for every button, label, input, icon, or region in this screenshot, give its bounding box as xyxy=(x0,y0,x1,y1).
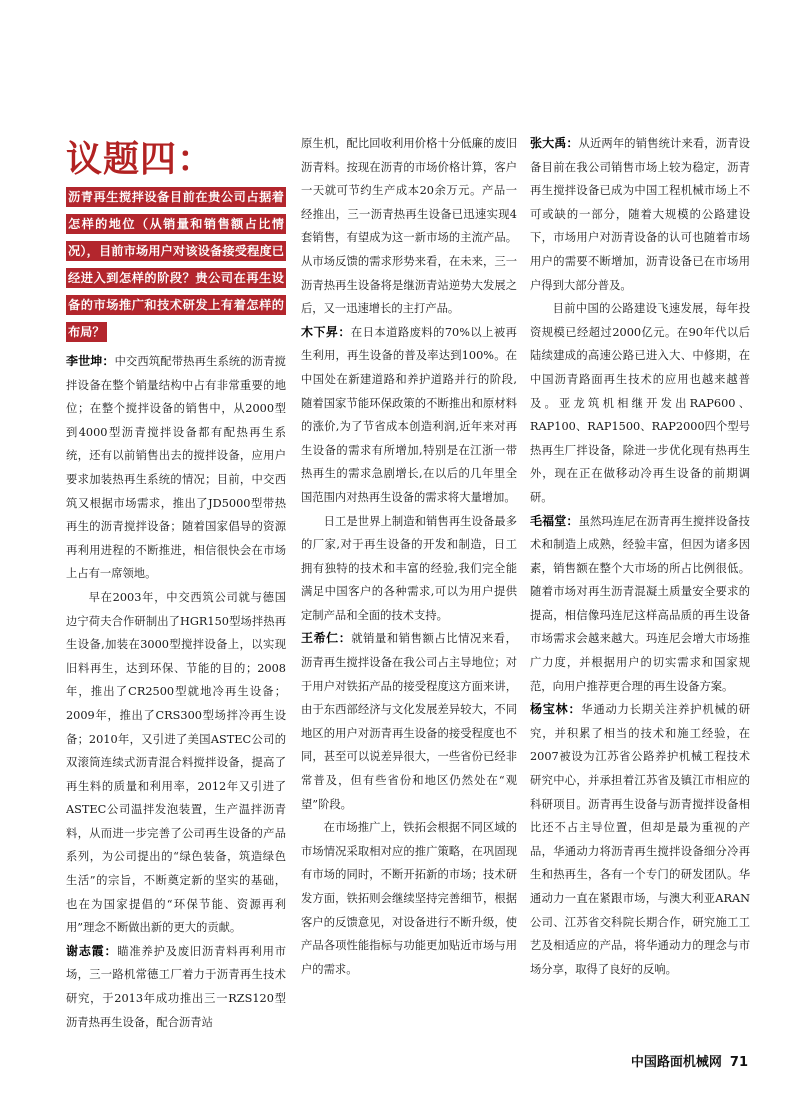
paragraph-text: 华通动力长期关注养护机械的研究，并积累了相当的技术和施工经验，在2007被设为江苏省公路养护机械工程技术研究中心，并承担着江苏省及镇江市相应的科研项目。沥青再生设备与沥青搅拌设备相比还不占主导位置，但却是最为重视的产品，华通动力将沥青再生搅拌设备细分冷再生和热再生，各有一个专门的研发团队。华通动力一直在紧跟市场，与澳大利亚ARAN公司、江苏省交科院长期合作，研究施工工艺及相适应的产品，将华通动力的理念与市场分享，取得了良好的反响。 xyxy=(530,703,750,976)
paragraph xyxy=(301,510,517,628)
paragraph xyxy=(530,132,750,297)
page-number: 71 xyxy=(729,1055,748,1070)
column-1 xyxy=(66,140,286,1032)
paragraph xyxy=(301,627,517,816)
column-2 xyxy=(301,132,517,1032)
speaker-name: 谢志霞： xyxy=(66,943,118,958)
paragraph-text: 原生机，配比回收利用价格十分低廉的废旧沥青料。按现在沥青的市场价格计算，客户一天就可节约生产成本20余万元。产品一经推出，三一沥青热再生设备已迅速实现4套销售，有望成为这一新市场的主流产品。从市场反馈的需求形势来看，在未来，三一沥青热再生设备将是继沥青站逆势大发展之后，又一迅速增长的主打产品。 xyxy=(301,137,517,316)
paragraph-text: 就销量和销售额占比情况来看，沥青再生搅拌设备在我公司占主导地位；对于用户对铁拓产品的接受程度这方面来讲，由于东西部经济与文化发展差异较大，不同地区的用户对沥青再生设备的接受程度也不同，甚至可以说差异很大，一些省份已经非常普及，但有些省份和地区仍然处在“观望”阶段。 xyxy=(301,632,517,811)
paragraph xyxy=(301,321,517,510)
question-text: 沥青再生搅拌设备目前在贵公司占据着怎样的地位（从销量和销售额占比情况），目前市场用户对该设备接受程度已经进入到怎样的阶段？贵公司在再生设备的市场推广和技术研发上有着怎样的布局？ xyxy=(66,187,286,342)
topic-title: 议题四： xyxy=(66,140,215,180)
speaker-name: 张大禹： xyxy=(530,136,579,150)
speaker-name: 王希仁： xyxy=(301,631,352,646)
paragraph xyxy=(301,132,517,321)
column-1-body xyxy=(66,350,286,1032)
speaker-name: 杨宝林： xyxy=(530,702,582,717)
paragraph-text: 中交西筑配带热再生系统的沥青搅拌设备在整个销量结构中占有非常重要的地位；在整个搅拌设备的销售中，从2000型到4000型沥青搅拌设备都有配热再生系统，还有以前销售出去的搅拌设备，应用户要求加装热再生系统的情况；目前，中交西筑又根据市场需求，推出了JD5000型带热再生的沥青搅拌设备；随着国家倡导的资源再利用进程的不断推进，相信很快会在市场上占有一席领地。 xyxy=(66,355,286,581)
column-2-body xyxy=(301,132,517,981)
paragraph-text: 在日本道路废料的70%以上被再生利用，再生设备的普及率达到100%。在中国处在新建道路和养护道路并行的阶段,随着国家节能环保政策的不断推出和原材料的涨价,为了节省成本创造利润,近年来对再生设备的需求有所增加,特别是在江浙一带热再生的需求急剧增长,在以后的几年里全国范围内对热再生设备的需求将大量增加。 xyxy=(301,325,517,504)
speaker-name: 毛福堂： xyxy=(530,513,579,528)
paragraph xyxy=(66,940,286,1032)
column-3 xyxy=(530,132,750,1032)
column-3-body xyxy=(530,132,750,981)
page-footer xyxy=(631,1051,748,1070)
paragraph xyxy=(530,698,750,981)
paragraph-text: 在市场推广上，铁拓会根据不同区域的市场情况采取相对应的推广策略，在巩固现有市场的同时，不断开拓新的市场；技术研发方面，铁拓则会继续坚持完善细节，根据客户的反馈意见，对设备进行不断升级，使产品各项性能指标与功能更加贴近市场与用户的需求。 xyxy=(301,821,517,976)
paragraph xyxy=(530,510,750,699)
speaker-name: 李世坤： xyxy=(66,354,115,368)
paragraph-text: 目前中国的公路建设飞速发展，每年投资规模已经超过2000亿元。在90年代以后陆续建成的高速公路已进入大、中修期，在中国沥青路面再生技术的应用也越来越普及。亚龙筑机相继开发出RAP600、RAP100、RAP1500、RAP2000四个型号热再生厂拌设备，除进一步优化现有热再生外，现在正在做移动冷再生设备的前期调研。 xyxy=(530,302,750,504)
paragraph-text: 从近两年的销售统计来看，沥青设备目前在我公司销售市场上较为稳定，沥青再生搅拌设备已成为中国工程机械市场上不可或缺的一部分，随着大规模的公路建设下，市场用户对沥青设备的认可也随着市场用户的需要不断增加，沥青设备已在市场用户得到大部分普及。 xyxy=(530,137,750,292)
question-box xyxy=(66,184,286,346)
speaker-name: 木下昇： xyxy=(301,324,351,339)
paragraph-text: 日工是世界上制造和销售再生设备最多的厂家,对于再生设备的开发和制造，日工拥有独特的技术和丰富的经验,我们完全能满足中国客户的各种需求,可以为用户提供定制产品和全面的技术支持。 xyxy=(301,514,517,622)
paragraph xyxy=(66,586,286,940)
paragraph xyxy=(530,297,750,509)
footer-site-name: 中国路面机械网 xyxy=(630,1055,722,1070)
paragraph xyxy=(301,816,517,981)
paragraph-text: 瞄准养护及废旧沥青料再利用市场，三一路机常德工厂着力于沥青再生技术研究，于2013年成功推出三一RZS120型沥青热再生设备，配合沥青站 xyxy=(66,944,286,1029)
paragraph xyxy=(66,350,286,586)
paragraph-text: 早在2003年，中交西筑公司就与德国边宁荷夫合作研制出了HGR150型场拌热再生设备,加装在3000型搅拌设备上，以实现旧料再生，达到环保、节能的目的；2008年，推出了CR2500型就地冷再生设备；2009年，推出了CRS300型场拌冷再生设备；2010年，又引进了美国ASTEC公司的双滚筒连续式沥青混合料搅拌设备，提高了再生料的质量和利用率，2012年又引进了ASTEC公司温拌发泡装置，生产温拌沥青料，从而进一步完善了公司再生设备的产品系列，为公司提出的“绿色装备，筑造绿色生活”的宗旨，不断奠定新的坚实的基础，也在为国家提倡的“环保节能、资源再利用”理念不断做出新的更大的贡献。 xyxy=(66,590,286,935)
paragraph-text: 虽然玛连尼在沥青再生搅拌设备技术和制造上成熟，经验丰富，但因为诸多因素，销售额在整个大市场的所占比例很低。随着市场对再生沥青混凝土质量安全要求的提高，相信像玛连尼这样高品质的再生设备市场需求会越来越大。玛连尼会增大市场推广力度，并根据用户的切实需求和国家规范，向用户推荐更合理的再生设备方案。 xyxy=(530,514,750,693)
